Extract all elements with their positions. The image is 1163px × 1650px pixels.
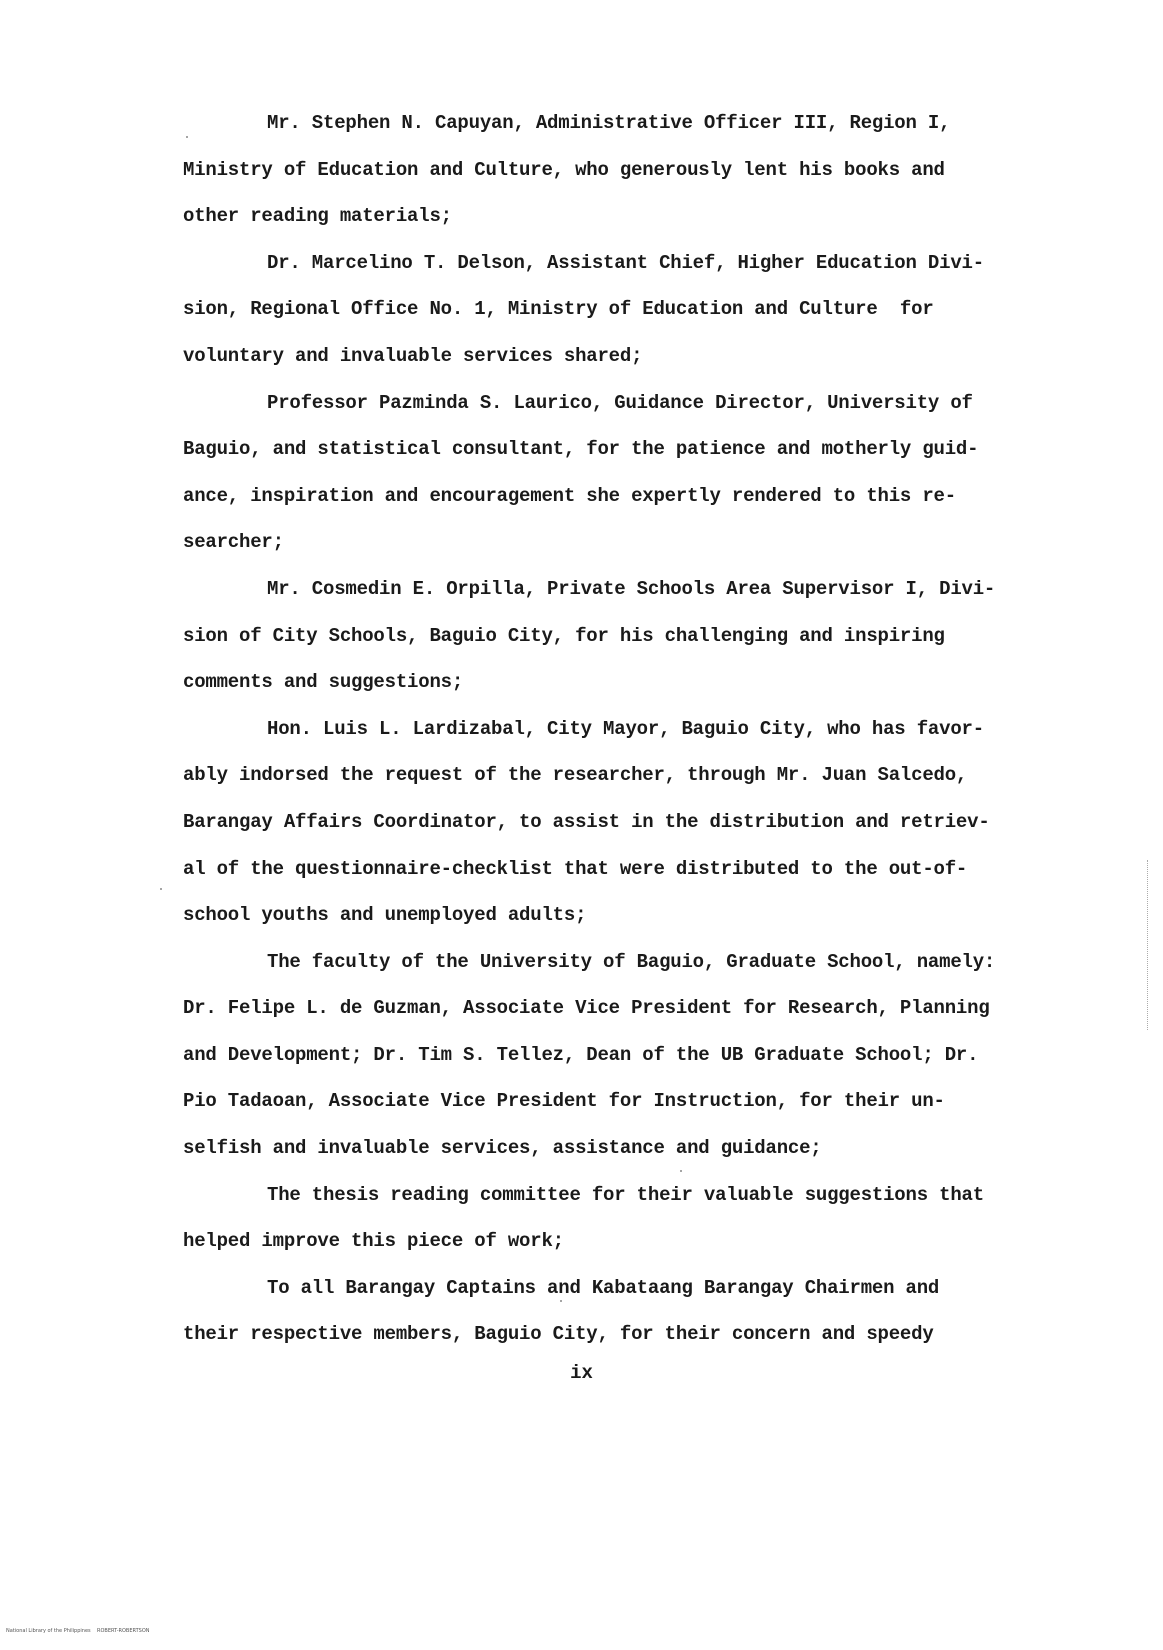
text-line: Mr. Stephen N. Capuyan, Administrative Officer III, Region I, (267, 112, 951, 134)
text-line: Ministry of Education and Culture, who generously lent his books and (183, 158, 945, 181)
scan-speck (186, 136, 188, 138)
text-line: Baguio, and statistical consultant, for the patience and motherly guid- (183, 438, 979, 461)
scan-footer-note: National Library of the Philippines ROBERT-ROBERTSON (6, 1628, 150, 1634)
text-line: school youths and unemployed adults; (183, 904, 587, 927)
text-line: Professor Pazminda S. Laurico, Guidance Director, University of (267, 391, 973, 414)
text-line: al of the questionnaire-checklist that were distributed to the out-of- (183, 857, 968, 880)
text-line: The thesis reading committee for their valuable suggestions that (267, 1183, 984, 1206)
text-line: ance, inspiration and encouragement she expertly rendered to this re- (183, 484, 956, 507)
text-line: Pio Tadaoan, Associate Vice President for Instruction, for their un- (183, 1090, 945, 1113)
acknowledgment-text (183, 100, 1033, 1358)
text-line: The faculty of the University of Baguio, Graduate School, namely: (267, 950, 996, 973)
page-number: ix (570, 1362, 593, 1384)
text-line: voluntary and invaluable services shared; (183, 344, 643, 367)
text-line: Dr. Marcelino T. Delson, Assistant Chief, Higher Education Divi- (267, 251, 984, 274)
text-line: sion, Regional Office No. 1, Ministry of Education and Culture for (183, 298, 934, 321)
text-line: To all Barangay Captains and Kabataang Barangay Chairmen and (267, 1276, 940, 1299)
text-line: and Development; Dr. Tim S. Tellez, Dean of the UB Graduate School; Dr. (183, 1043, 979, 1066)
text-line: sion of City Schools, Baguio City, for his challenging and inspiring (183, 624, 945, 647)
text-line: ably indorsed the request of the researcher, through Mr. Juan Salcedo, (183, 764, 968, 787)
scan-speck (160, 888, 162, 890)
text-line: their respective members, Baguio City, for their concern and speedy (183, 1323, 934, 1346)
text-line: Dr. Felipe L. de Guzman, Associate Vice President for Research, Planning (183, 997, 990, 1020)
text-line: searcher; (183, 531, 284, 554)
text-line: helped improve this piece of work; (183, 1230, 564, 1253)
scan-speck (560, 1300, 562, 1302)
text-line: Mr. Cosmedin E. Orpilla, Private Schools Area Supervisor I, Divi- (267, 577, 996, 600)
scan-speck (680, 1170, 682, 1172)
text-line: Barangay Affairs Coordinator, to assist in the distribution and retriev- (183, 810, 990, 833)
text-line: comments and suggestions; (183, 671, 464, 694)
text-line: Hon. Luis L. Lardizabal, City Mayor, Baguio City, who has favor- (267, 717, 984, 740)
text-line: other reading materials; (183, 205, 452, 228)
scan-edge-artifact (1147, 860, 1149, 1030)
text-line: selfish and invaluable services, assistance and guidance; (183, 1137, 822, 1160)
